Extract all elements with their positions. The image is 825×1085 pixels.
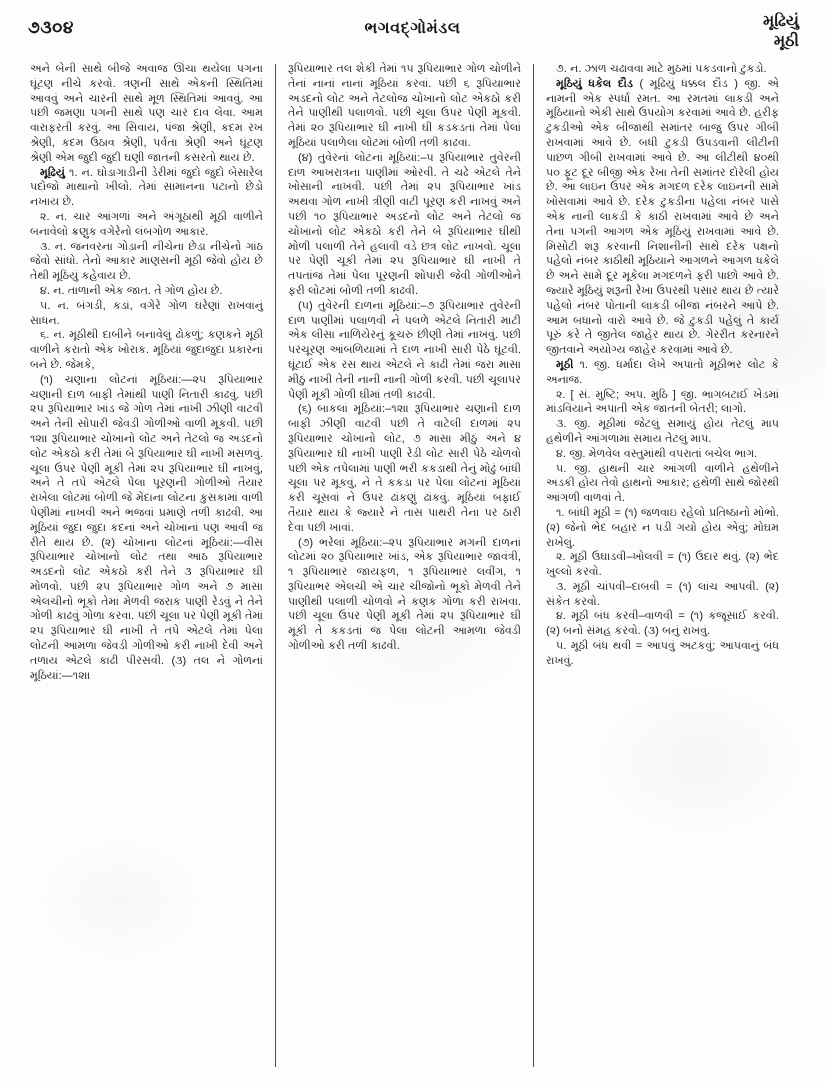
guide-words bbox=[763, 12, 799, 52]
entry-sense: ૪. ન. તાળાની એક જાત. તે ગોળ હોય છે. bbox=[40, 284, 223, 297]
entry-idiom: ૧. બાંધી મૂઠી = (૧) જળવાઇ રહેલો પ્રતિષ્ઠાનો મોભો. (૨) જેનો ભેદ બહાર ન પડી ગયો હોય એવું; મોઘમ રાખેલું. bbox=[546, 506, 779, 549]
entry-subsense: (૭) ભરેલાં મૂઠિયાં:–૨૫ રૂપિયાભાર મગની દાળનાં લોટમાં ૨૦ રૂપિયાભાર ખાંડ, એક રૂપિયાભાર જાવંત્રી, ૧ રૂપિયાભાર જાયફળ, ૧ રૂપિયાભાર લવીંગ, ૧ રૂપિયાભર એલચી એ ચાર ચીજોનો ભૂકો મેળવી તેને પાણીથી પલાળી ચોળવો ને કણક ગોળા કરી રાખવા. પછી ચૂલા ઉપર પેણી મૂકી તેમાં ૨૫ રૂપિયાભાર ઘી મૂકી તે કકડતાં જ પેલા લોટની આમળા જેવડી ગોળીઓ કરી તળી કાઢવી. bbox=[288, 536, 521, 653]
body-paragraph: રૂપિયાભાર તલ શેકી તેમાં ૧૫ રૂપિયાભાર ગોળ ચોળીને તેનાં નાનાં નાનાં મૂઠિયાં કરવાં. પછી ૬ રૂપિયાભાર અડદનો લોટ અને તેટલોજ ચોખાનો લોટ એકઠો કરી તેને પાણીથી પલાળવો. પછી ચૂલા ઉપર પેણી મૂકવી. તેમાં ૨૦ રૂપિયાભાર ઘી નાખી ઘી કડકડતાં તેમાં પેલાં મૂઠિયાં પલાળેલા લોટમાં બોળી તળી કાઢવા. bbox=[288, 63, 521, 149]
entry-sense: ૨. [ સં. મુષ્ટિ; અપ. મુઠિ ] જી. ભાગબટાઈ ખેડમાં માંડવિયાને અપાતી એક જાતની બેતરી; લાગો. bbox=[546, 388, 779, 416]
entry-definition: ( મૂઢિયું ધક્કલ દૌડ ) જી. એ નામની એક સ્પર્ધા રમત. આ રમતમાં લાકડી અને મૂઠિયાનો એકી સાથે ઉપયોગ કરવામાં આવે છે. હરીફ ટુકડીઓ એક બીજાથી સમાંતર બાજુ ઉપર ગીબી રાખવામાં આવે છે. બધી ટુકડી ઉપડવાની લીટીની પાછળ ગીબી રાખવામાં આવે છે. આ લીટીથી ૪૦થી ૫૦ ફૂટ દૂર બીજી એક રેખા તેની સમાંતર દોરેલી હોય છે. આ લાઇન ઉપર એક મગદળ દરેક લાઇનની સામે ખોસવામાં આવે છે. દરેક ટુકડીના પહેલા નંબર પાસે એક નાની લાકડી કે કાઠી રાખવામાં આવે છે અને તેના પગની આગળ એક મૂઠિયું રાખવામાં આવે છે. મિસોટી શરૂ કરવાની નિશાનીની સાથે દરેક પક્ષનો પહેલો નંબર કાઠીથી મૂઠિયાને આગળને આગળ ધકેલે છે અને સામે દૂર મૂકેલા મગદળને ફરી પાછો આવે છે. જ્યારે મૂઠિયું શરૂની રેખા ઉપરથી પસાર થાય છે ત્યારે પહેલો નંબર પોતાની લાકડી બીજા નંબરને આપે છે. આમ બધાનો વારો આવે છે. જે ટુકડી પહેલું તે કાર્ય પૂરું કરે તે જીતેલ જાહેર થાય છે. ગેરરીત કરનારને જીતવાને અયોગ્ય જાહેર કરવામાં આવે છે. bbox=[546, 77, 779, 357]
dictionary-entry bbox=[546, 77, 779, 358]
body-paragraph: અને બેની સાથે બીજે અવાજ ઊંચા થયેલા પગના ઘૂંટણ નીચે કરવો. ત્રણની સાથે એકની સ્થિતિમાં આવવું અને ચારની સાથે મૂળ સ્થિતિમાં આવવું. આ પછી જમણા પગની સાથે પણ ચાર દાવ લેવા. આમ વારાફરતી કરવું. આ સિવાય, પંજા શ્રેણી, કદમ રખ શ્રેણી, કદમ ઉઠાવ શ્રેણી, પર્વતા શ્રેણી અને ઘૂંટણ શ્રેણી એમ જુદી જુદી ઘણી જાતની કસરતો થાય છે. bbox=[30, 63, 263, 164]
entry-idiom: ૪. મૂઠી બંધ કરવી–વાળવી = (૧) કંજૂસાઈ કરવી. (૨) બનો સંમહ કરવો. (૩) બનું રાખવું. bbox=[546, 610, 779, 638]
entry-idiom: ૩. મૂઠી ચાંપવી–દાબવી = (૧) લાંચ આપવી. (૨) સંકેત કરવો. bbox=[546, 580, 779, 608]
guide-word-bottom: મૂઠી bbox=[773, 33, 799, 50]
entry-sense: ૫. જી. હાથની ચાર આંગળી વાળીને હથેળીને અડકી હોય તેવો હાથનો આકાર; હથેળી સાથે જોરથી આંગળી વાળવાં તે. bbox=[546, 462, 779, 505]
column-divider-1 bbox=[275, 64, 276, 1067]
text-column-3 bbox=[540, 62, 785, 1067]
entry-headword: મૂઠિયું ધકેલ દૌડ bbox=[556, 77, 633, 90]
dictionary-entry bbox=[30, 166, 263, 210]
entry-headword: મૂઢિયું bbox=[40, 166, 65, 179]
entry-subsense: (૬) બાકલાં મૂઠિયાં:–૧૨॥ રૂપિયાભાર ચણાની દાળ બાફી ઝીણી વાટવી પછી તે વાટેલી દાળમાં ૨૫ રૂપિયાભાર ચોખાનો લોટ, ૭ માસા મીઠું અને ૪ રૂપિયાભાર ઘી નાખી પાણી રેડી લોટ સારી પેઠે ચોળવો પછી એક તપેલામાં પાણી ભરી કકડાથી તેનું મોઢું બાંધી ચૂલા પર મૂકવું, ને તે કકડા પર પેલા લોટનાં મૂઠિયાં કરી ચૂસવાં ને ઉપર ઢાંકણું ઢાંકવું. મૂઠિયાં બફાઈ તૈયાર થાય કે જ્યારે ને તાસ પાથરી તેના પર ઠારી દેવા પછી ખાવાં. bbox=[288, 403, 521, 534]
entry-sense: ૩. ન. જનવરના ગોડ઼ાની નીચેના છેડા નીચેનો ગાંઠ જેવો સાંધો. તેનો આકાર માણસની મૂઠી જેવો હોય છે તેથી મૂઠિયું કહેવાય છે. bbox=[30, 240, 263, 283]
entry-sense: ૬. ન. મૂઠીથી દાબીને બનાવેલું ઢોકળું; કણકને મૂઠી વાળીને કરાતો એક ખોરાક. મૂઠિયાં જુદાજુદા પ્રકારનાં બને છે. જેમકે, bbox=[30, 329, 263, 371]
entry-sense: ૨. ન. ચાર આંગળાં અને અંગૂઠાથી મૂઠી વાળીને બનાવેલો ક્રણુક વગેરેનો લંબગોળ આકાર. bbox=[30, 210, 263, 238]
entry-subsense: (૫) તુવેરની દાળનાં મૂઠિયાં:–૭ રૂપિયાભાર તુવેરની દાળ પાણીમાં પલાળવી ને પલળે એટલે નિતારી માટી એક લીસા નાળિયેરનું કૂચરું છીણી તેમાં નાખવું. પછી પરચૂરણ આંબળિયામાં તે દાળ નાખી સારી પેઠે ઘૂંટવી. ઘૂંટાઈ એક રસ થાય એટલે ને કાઢી તેમાં જરા માસા મીઠું નાખી તેની નાની નાની ગોળી કરવી. પછી ચૂલાપર પેણી મૂકી ગોળી ઘીમાં તળી કાઢવી. bbox=[288, 299, 521, 401]
entry-idiom: ૫. મૂઠી બંધ થવી = આપવું અટકવું; આપવાનું બંધ રાખવું. bbox=[546, 640, 779, 667]
entry-sense: ૪. જી. મેળવેલ વસ્તુમાંથી વપરાતાં બચેલ ભાગ. bbox=[556, 447, 758, 460]
text-column-2 bbox=[282, 62, 527, 1067]
book-title: ભગવદ્ગોમંડલ bbox=[364, 20, 461, 37]
page-folio-number: ૭૩૦૪ bbox=[28, 18, 74, 37]
entry-subsense: (૧) ચણાના લોટનાં મૂઠિયાં:—૨૫ રૂપિયાભાર ચણાની દાળ બાફી તેમાંથી પાણી નિતારી કાઢવું. પછી ૨૫ રૂપિયાભાર ખાંડ જે ગોળ તેમાં નાખી ઝીણી વાટવી અને તેની સોપારી જેવડી ગોળીઓ વાળી મૂકવી. પછી ૧૨॥ રૂપિયાભાર ચોખાનો લોટ અને તેટલો જ અડદનો લોટ એકઠો કરી તેમાં બે રૂપિયાભાર ઘી નાખી મસળવું. ચૂલા ઉપર પેણી મૂકી તેમાં ૨૫ રૂપિયાભાર ઘી નાખવું, અને તે તપે એટલે પેલા પૂરણની ગોળીઓ તૈયાર રાખેલા લોટમાં બોળી જે મેંદાના લોટના કુસકામાં વાળી પેણીમાં નાખવી અને ભજવાં પ્રમાણે તળી કાઢવી. આ મૂઠિયાં જુદા જુદા કદનાં અને ચોખાનાં પણ આવી જ રીતે થાય છે. (૨) ચોખાના લોટનાં મૂઠિયાં:—વીસ રૂપિયાભાર ચોખાનો લોટ તથા આઠ રૂપિયાભાર અડદનો લોટ એકઠો કરી તેને ૩ રૂપિયાભાર ઘી મોળવો. પછી ૨૫ રૂપિયાભાર ગોળ અને ૭ માસા એલચીનો ભૂકો તેમાં મેળવી જરાક પાણી રેડવું ને તેને ગોળી કાઢવું ગોળા કરવા. પછી ચૂલા પર પેણી મૂકી તેમાં ૨૫ રૂપિયાભાર ઘી નાખી તે તપે એટલે તેમાં પેલા લોટની આમળા જેવડી ગોળીઓ કરી નાખી દેવી અને તળાય એટલે કાઢી પીરસવી. (૩) તલ ને ગોળનાં મૂઠિયાં:—૧૨॥ bbox=[30, 373, 263, 682]
text-columns bbox=[24, 62, 801, 1067]
entry-sense: ૭. ન. ઝાળ ચઢાવવા માટે મુઠમાં પકડવાનો ટુકડો. bbox=[556, 63, 767, 75]
running-head bbox=[0, 0, 825, 62]
entry-headword: મૂઠી bbox=[556, 358, 574, 371]
entry-sense: ૫. ન. બંગડી, કડાં, વગેરે ગોળ ઘરેણાં રાખવાનું સાધન. bbox=[30, 299, 263, 327]
text-column-1 bbox=[24, 62, 269, 1067]
column-divider-2 bbox=[533, 64, 534, 1067]
entry-definition: ૧. જી. ધર્માદા લેખે અપાતો મૂઠીભર લોટ કે અનાજ. bbox=[546, 358, 779, 386]
entry-idiom: ૨. મૂઠી ઉઘાડવી–ખોલવી = (૧) ઉદાર થવું. (૨) ભેદ ખુલ્લો કરવો. bbox=[546, 551, 779, 579]
entry-definition: ૧. ન. ઘોડાગાડીની ડેરીમાં જુદો જુદો બેસારેલ પદોજો માથાનો ખીલો. તેમાં સામાનના પટાનો છેડો નખાય છે. bbox=[30, 166, 263, 209]
entry-subsense: (૪) તુવેરનાં લોટનાં મૂઠિયાં:–૫ રૂપિયાભાર તુવેરની દાળ આખરાત્રના પાણીમાં ઓરવી. તે ચઢે એટલે તેને ખોસાની નાખવી. પછી તેમાં ૨૫ રૂપિયાભાર ખાંડ અથવા ગોળ નાખી ત્રીણી વાટી પૂરણ કરી નાખવું અને પછી ૧૦ રૂપિયાભાર અડદનો લોટ અને તેટલો જ ચોખાનો લોટ એકઠો કરી તેને બે રૂપિયાભાર ઘીથી મોળી પલાળી તેને હલાવી વડે છત્ર લોટ નાખવો. ચૂલા પર પેણી ચૂકી તેમાં ૨૫ રૂપિયાભાર ઘી નાખી તે તપતાંજ તેમાં પેલા પૂરણની શોપારી જેવી ગોળીઓને ફરી લોટમાં બોળી તળી કાઢવી. bbox=[288, 151, 521, 297]
dictionary-entry bbox=[546, 358, 779, 388]
guide-word-top: મૂઢિયું bbox=[763, 13, 799, 30]
entry-sense: ૩. જી. મૂઠીમાં જેટલું સમાયું હોય તેટલું માપ હથેળીને આંગળામાં સમાય તેટલું માપ. bbox=[546, 418, 779, 445]
